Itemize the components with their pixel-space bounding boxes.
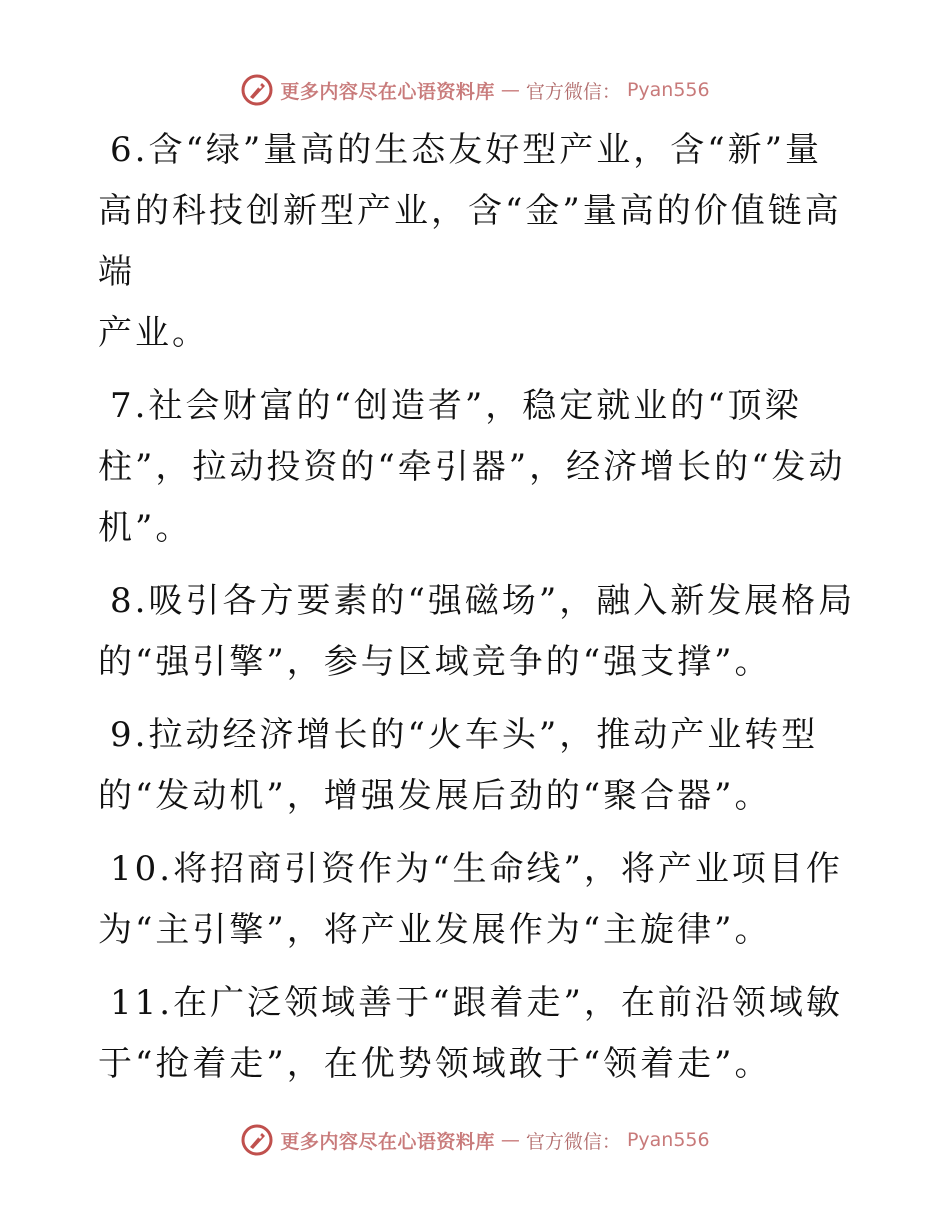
- watermark-dash: —: [500, 1129, 520, 1151]
- watermark-main-text: 更多内容尽在心语资料库: [280, 1130, 495, 1153]
- watermark-sub-text: 官方微信：: [525, 80, 621, 103]
- footer-watermark: [0, 1120, 950, 1160]
- watermark-wechat-id: Pyan556: [626, 79, 710, 101]
- watermark-main-text: 更多内容尽在心语资料库: [280, 80, 495, 103]
- header-watermark: [0, 70, 950, 110]
- watermark-dash: —: [500, 79, 520, 101]
- document-body: [98, 120, 858, 1107]
- list-item-9: 9.拉动经济增长的“火车头”，推动产业转型 的“发动机”，增强发展后劲的“聚合器”。: [98, 715, 819, 816]
- pen-nib-circle-icon: [240, 73, 274, 107]
- list-item-6: 6.含“绿”量高的生态友好型产业，含“新”量 高的科技创新型产业，含“金”量高的价值链高端 产业。: [98, 130, 842, 353]
- list-item-7: 7.社会财富的“创造者”，稳定就业的“顶梁 柱”，拉动投资的“牵引器”，经济增长的“发动 机”。: [98, 386, 846, 548]
- list-item-8: 8.吸引各方要素的“强磁场”，融入新发展格局 的“强引擎”，参与区域竞争的“强支撑”。: [98, 581, 856, 682]
- pen-nib-circle-icon: [240, 1123, 274, 1157]
- list-item-10: 10.将招商引资作为“生命线”，将产业项目作 为“主引擎”，将产业发展作为“主旋律”。: [98, 849, 843, 950]
- watermark-wechat-id: Pyan556: [626, 1129, 710, 1151]
- watermark-sub-text: 官方微信：: [525, 1130, 621, 1153]
- list-item-11: 11.在广泛领域善于“跟着走”，在前沿领域敏 于“抢着走”，在优势领域敢于“领着走”。: [98, 983, 843, 1084]
